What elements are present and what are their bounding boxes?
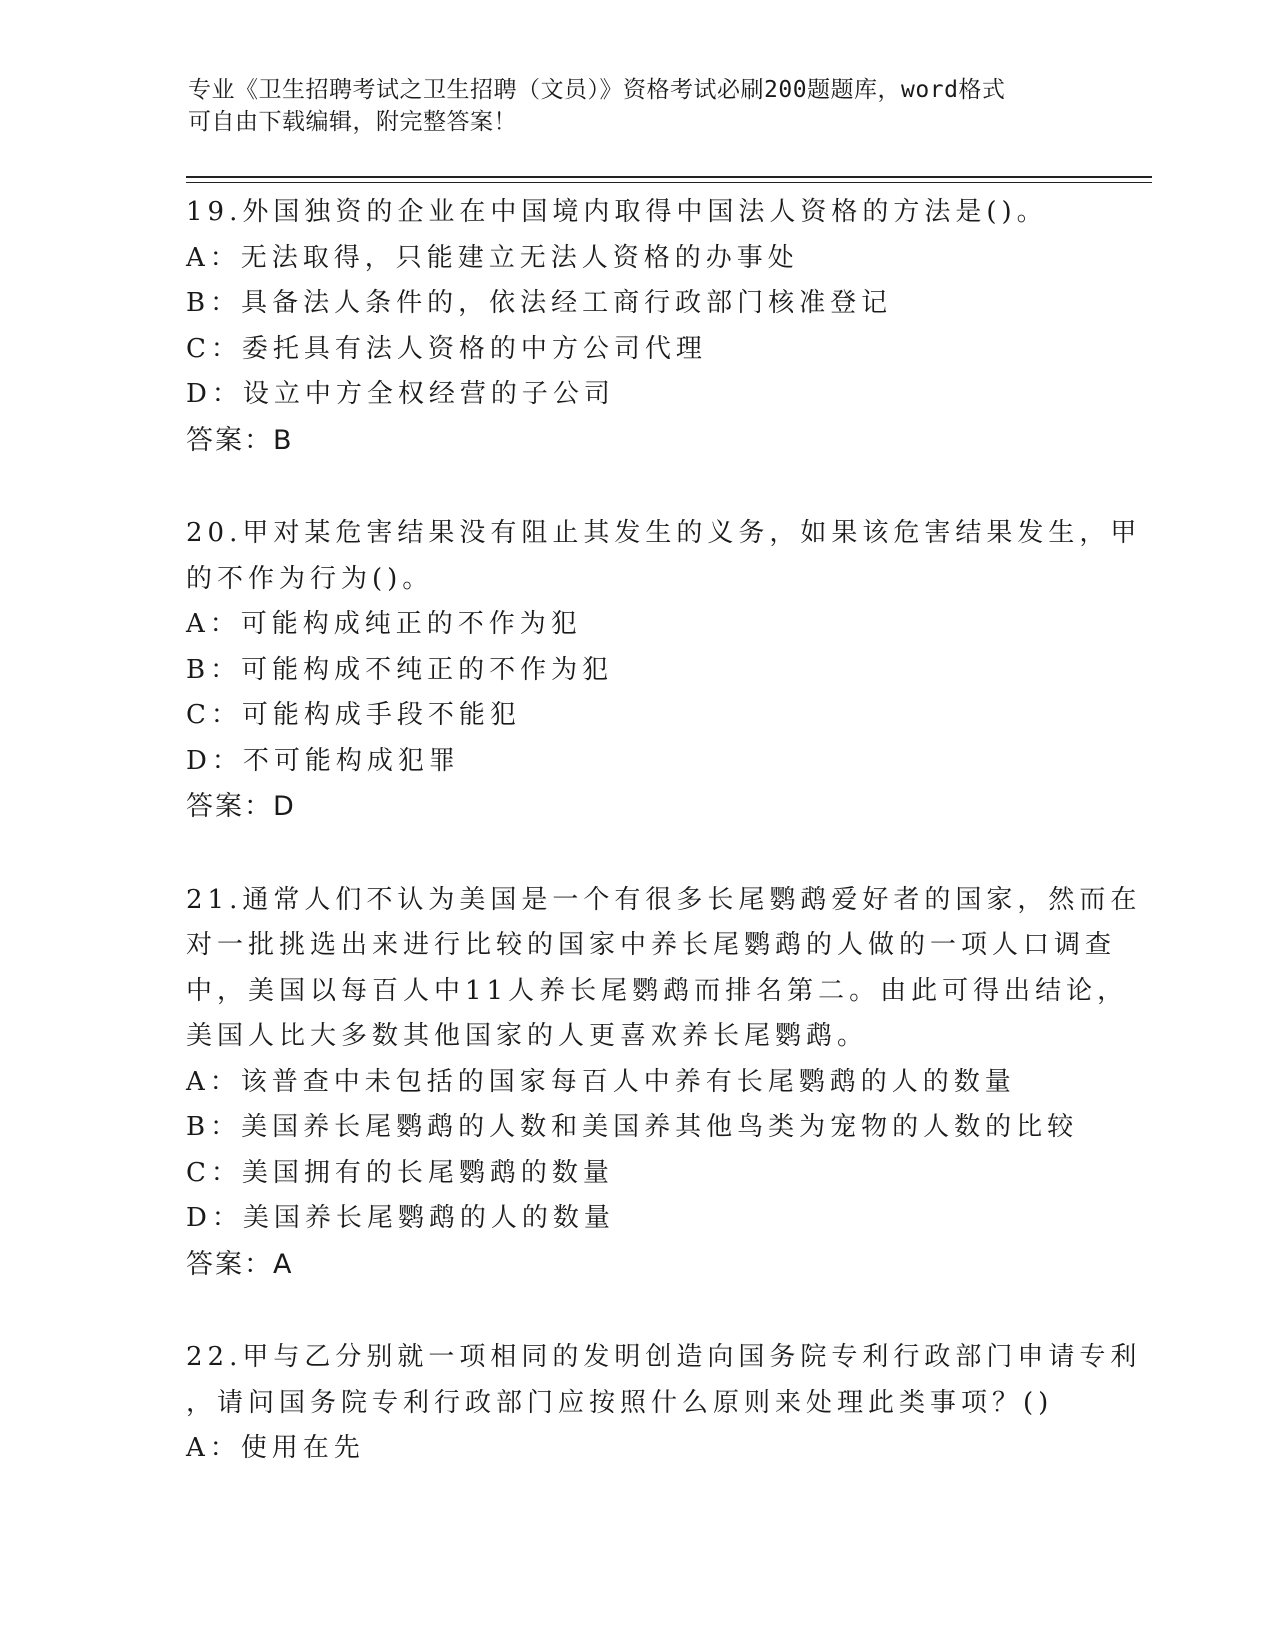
answer-option: B：美国养长尾鹦鹉的人数和美国养其他鸟类为宠物的人数的比较 — [186, 1112, 1079, 1142]
answer-option: A：可能构成纯正的不作为犯 — [186, 609, 582, 639]
question-stem-line: 对一批挑选出来进行比较的国家中养长尾鹦鹉的人做的一项人口调查 — [186, 930, 1117, 960]
answer-option: C：美国拥有的长尾鹦鹉的数量 — [186, 1157, 614, 1188]
answer-key: 答案：B — [186, 424, 294, 456]
answer-option: C：委托具有法人资格的中方公司代理 — [186, 333, 707, 364]
question-list — [186, 190, 1142, 1520]
header-line-2: 可自由下载编辑，附完整答案！ — [188, 109, 517, 135]
answer-key: 答案：D — [186, 791, 296, 822]
question-block — [186, 190, 1086, 463]
answer-key: 答案：A — [186, 1248, 294, 1280]
question-stem-line: 中，美国以每百人中11人养长尾鹦鹉而排名第二。由此可得出结论， — [186, 975, 1129, 1006]
header-rule-thin — [186, 182, 1152, 183]
answer-option: B：可能构成不纯正的不作为犯 — [186, 654, 614, 685]
answer-option: A：该普查中未包括的国家每百人中养有长尾鹦鹉的人的数量 — [186, 1066, 1016, 1097]
question-stem-line: 美国人比大多数其他国家的人更喜欢养长尾鹦鹉。 — [186, 1021, 869, 1051]
document-header — [188, 74, 1068, 138]
header-rule-thick — [186, 176, 1152, 178]
answer-option: D：不可能构成犯罪 — [186, 745, 460, 776]
question-stem-line: 22.甲与乙分别就一项相同的发明创造向国务院专利行政部门申请专利 — [186, 1342, 1142, 1372]
question-stem-line: 20.甲对某危害结果没有阻止其发生的义务，如果该危害结果发生，甲 — [186, 518, 1142, 548]
question-block — [186, 1335, 1142, 1472]
question-stem-line: ，请问国务院专利行政部门应按照什么原则来处理此类事项？() — [186, 1387, 1054, 1418]
answer-option: D：美国养长尾鹦鹉的人的数量 — [186, 1203, 615, 1233]
question-stem — [186, 511, 1142, 602]
answer-option: C：可能构成手段不能犯 — [186, 700, 521, 730]
question-stem-line: 19.外国独资的企业在中国境内取得中国法人资格的方法是()。 — [186, 197, 1048, 227]
question-block — [186, 511, 1142, 830]
header-line-1: 专业《卫生招聘考试之卫生招聘（文员）》资格考试必刷200题题库，word格式 — [188, 77, 1006, 103]
question-stem-line: 的不作为行为()。 — [186, 563, 434, 594]
answer-option: A：使用在先 — [186, 1433, 365, 1463]
question-stem — [186, 878, 1142, 1060]
answer-option: B：具备法人条件的，依法经工商行政部门核准登记 — [186, 288, 893, 318]
answer-option: D：设立中方全权经营的子公司 — [186, 379, 615, 409]
question-stem-line: 21.通常人们不认为美国是一个有很多长尾鹦鹉爱好者的国家，然而在 — [186, 884, 1142, 915]
question-block — [186, 878, 1142, 1288]
question-stem — [186, 1335, 1142, 1426]
question-stem — [186, 190, 1086, 236]
answer-option: A：无法取得，只能建立无法人资格的办事处 — [186, 242, 799, 273]
